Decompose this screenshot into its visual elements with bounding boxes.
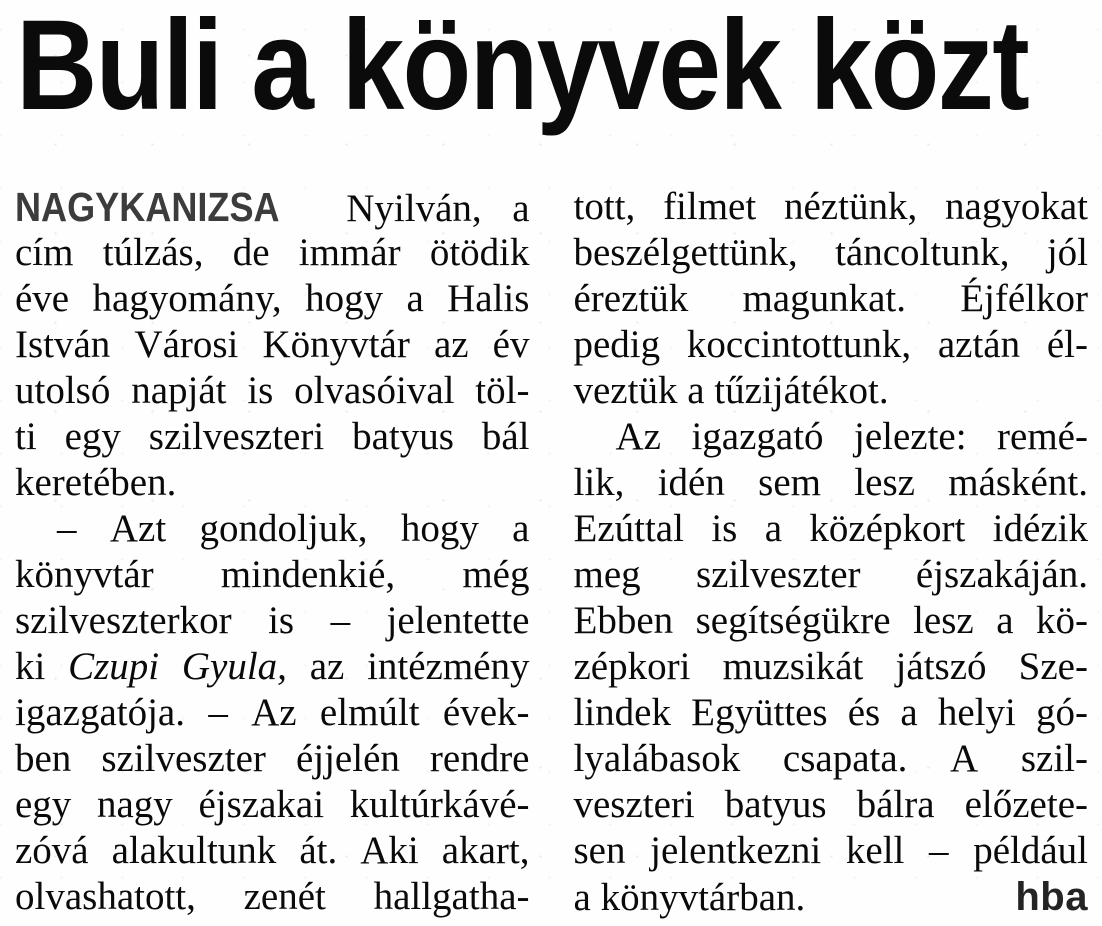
text-line: [574, 460, 1089, 506]
word: ti: [15, 415, 37, 458]
word: akart,: [441, 829, 530, 872]
word: Sze-: [1018, 645, 1088, 688]
word: Az: [251, 691, 297, 734]
word: át.: [299, 829, 338, 872]
byline: hba: [1015, 875, 1088, 919]
word: sen: [573, 829, 626, 872]
word: középkort: [809, 507, 966, 550]
word: lindek: [573, 691, 671, 734]
word: Halis: [447, 277, 530, 320]
word: helyi: [937, 691, 1016, 734]
word: a: [996, 599, 1014, 642]
word: szilveszter: [695, 553, 861, 596]
word: Azt: [109, 507, 167, 550]
word: magunkat.: [742, 277, 907, 320]
text-line: [574, 782, 1089, 828]
word: filmet: [663, 185, 757, 228]
word: jól: [1046, 231, 1088, 274]
text-line: [15, 414, 530, 460]
word: alakultunk: [111, 829, 277, 872]
word: tűzijátékot.: [714, 369, 889, 412]
word: de: [232, 231, 270, 274]
word: a: [512, 507, 530, 550]
word: hogy: [400, 507, 479, 550]
text-line: [15, 736, 530, 782]
word: idézik: [992, 507, 1088, 550]
word: Az: [615, 415, 661, 458]
text-line: [15, 230, 530, 276]
word: keretében.: [15, 461, 177, 504]
text-line: [15, 874, 530, 920]
article-column-left: [15, 184, 530, 920]
word: túlzás,: [102, 231, 204, 274]
text-line: [574, 598, 1089, 644]
text-line: [574, 414, 1089, 460]
text-line: [574, 368, 1089, 414]
text-line: [15, 644, 530, 690]
text-line: [15, 368, 530, 414]
word: utolsó: [15, 369, 111, 412]
word: Könyvtár: [262, 323, 410, 366]
word: szilveszterkor: [15, 599, 232, 642]
word: olvasóival: [294, 369, 455, 412]
word: rendre: [429, 737, 530, 780]
word: éjszakai: [198, 783, 325, 826]
word: –: [330, 599, 351, 642]
word: Gyula,: [181, 645, 287, 688]
word: szilveszter: [101, 737, 266, 780]
word: zenét: [243, 875, 326, 918]
word: Együttes: [691, 691, 828, 734]
word: egy: [15, 783, 72, 826]
word: jelentkezni: [650, 829, 822, 872]
word: idén: [657, 461, 725, 504]
word: évek-: [442, 691, 530, 734]
word: veztük: [573, 369, 678, 412]
word: pedig: [573, 323, 661, 366]
word: éve: [15, 277, 70, 320]
word: olvashatott,: [15, 875, 196, 918]
word: Ezúttal: [573, 507, 684, 550]
word: beszélgettünk,: [573, 231, 798, 274]
word: –: [929, 829, 949, 872]
text-line: [574, 690, 1089, 736]
word: csapata.: [782, 737, 908, 780]
word: táncoltunk,: [835, 231, 1010, 274]
word: tott,: [573, 185, 636, 228]
word: másként.: [948, 461, 1088, 504]
word: hogy: [305, 277, 384, 320]
text-line: [15, 460, 530, 506]
word: hallgatha-: [373, 875, 530, 918]
word: is: [711, 507, 738, 550]
word: az: [309, 645, 345, 688]
word: kultúrkávé-: [349, 783, 530, 826]
word: remé-: [997, 415, 1088, 458]
word: meg: [573, 553, 641, 596]
word: még: [462, 553, 530, 596]
word: éreztük: [573, 277, 689, 320]
word: Városi: [134, 323, 239, 366]
word: játszó: [895, 645, 987, 688]
word: kö-: [1035, 599, 1088, 642]
word: ben: [15, 737, 72, 780]
word: szil-: [1020, 737, 1088, 780]
word: lik,: [573, 461, 625, 504]
word: Ebben: [573, 599, 674, 642]
word: intézmény: [367, 645, 530, 688]
word: az: [433, 323, 469, 366]
word: zóvá: [15, 829, 89, 872]
word: hagyomány,: [92, 277, 282, 320]
word: bál: [481, 415, 530, 458]
word: ki: [15, 645, 46, 688]
word: nagy: [96, 783, 173, 826]
word: él-: [1046, 323, 1088, 366]
word: töl-: [475, 369, 530, 412]
word: a: [687, 369, 705, 412]
text-line: [574, 184, 1089, 230]
word: gondoljuk,: [199, 507, 368, 550]
word: Éjfélkor: [960, 277, 1088, 320]
text-line: [15, 828, 530, 874]
word: és: [847, 691, 881, 734]
word: bálra: [856, 783, 935, 826]
text-line: [15, 690, 530, 736]
word: zépkori: [573, 645, 691, 688]
text-line: [15, 782, 530, 828]
word: cím: [15, 231, 74, 274]
word: napját: [131, 369, 227, 412]
text-line: [15, 276, 530, 322]
article-body: [15, 184, 1088, 920]
text-line: [574, 276, 1089, 322]
word: batyus: [352, 415, 454, 458]
word: igazgatója.: [15, 691, 185, 734]
text-line: [15, 506, 530, 552]
word: A: [950, 737, 979, 780]
word: például: [973, 829, 1088, 872]
word: a: [512, 187, 530, 230]
word: immár: [298, 231, 401, 274]
word: sem: [758, 461, 821, 504]
word: aztán: [937, 323, 1021, 366]
text-line: [15, 322, 530, 368]
word: is: [247, 369, 274, 412]
text-line: [15, 184, 530, 230]
word: –: [57, 507, 77, 550]
word: koccintottunk,: [686, 323, 912, 366]
text-line: [15, 598, 530, 644]
word: segítségükre: [695, 599, 891, 642]
word: Aki: [360, 829, 419, 872]
text-line-left: [574, 875, 806, 921]
word: gó-: [1035, 691, 1088, 734]
text-line: [574, 874, 1089, 920]
article-headline: [16, 0, 1102, 137]
word: muzsikát: [722, 645, 864, 688]
word: Nyilván,: [346, 187, 482, 230]
text-line: [574, 506, 1089, 552]
word: jelentette: [386, 599, 530, 642]
text-line: [574, 828, 1089, 874]
word: egy: [64, 415, 121, 458]
word: –: [208, 691, 228, 734]
word: mindenkié,: [220, 553, 396, 596]
word: jelezte:: [854, 415, 967, 458]
article-headline-text: Buli a könyvek közt: [16, 0, 1028, 137]
word: veszteri: [573, 783, 695, 826]
word: éjjelén: [295, 737, 400, 780]
word: lesz: [913, 599, 974, 642]
text-line: [574, 322, 1089, 368]
word: szilveszteri: [148, 415, 325, 458]
text-line: [574, 230, 1089, 276]
word: István: [15, 323, 111, 366]
word: könyvtár: [15, 553, 154, 596]
word: is: [268, 599, 295, 642]
word: éjszakáján.: [915, 553, 1088, 596]
word: a: [764, 507, 782, 550]
text-line: [574, 552, 1089, 598]
word: kell: [845, 829, 905, 872]
word: lesz: [854, 461, 915, 504]
text-line: [574, 644, 1089, 690]
article-column-right: [574, 184, 1089, 920]
word: előzete-: [964, 783, 1088, 826]
word: a: [573, 876, 591, 919]
word: ötödik: [429, 231, 530, 274]
word: néztünk,: [784, 185, 918, 228]
word: a: [406, 277, 424, 320]
word: év: [492, 323, 530, 366]
word: könyvtárban.: [600, 876, 806, 919]
text-line: [15, 552, 530, 598]
word: lyalábasok: [573, 737, 741, 780]
word: Czupi: [68, 645, 160, 688]
word: nagyokat: [945, 185, 1088, 228]
word: igazgató: [691, 415, 824, 458]
word: batyus: [724, 783, 827, 826]
word: elmúlt: [319, 691, 420, 734]
dateline: NAGYKANIZSA: [15, 184, 280, 230]
word: a: [900, 691, 918, 734]
text-line: [574, 736, 1089, 782]
